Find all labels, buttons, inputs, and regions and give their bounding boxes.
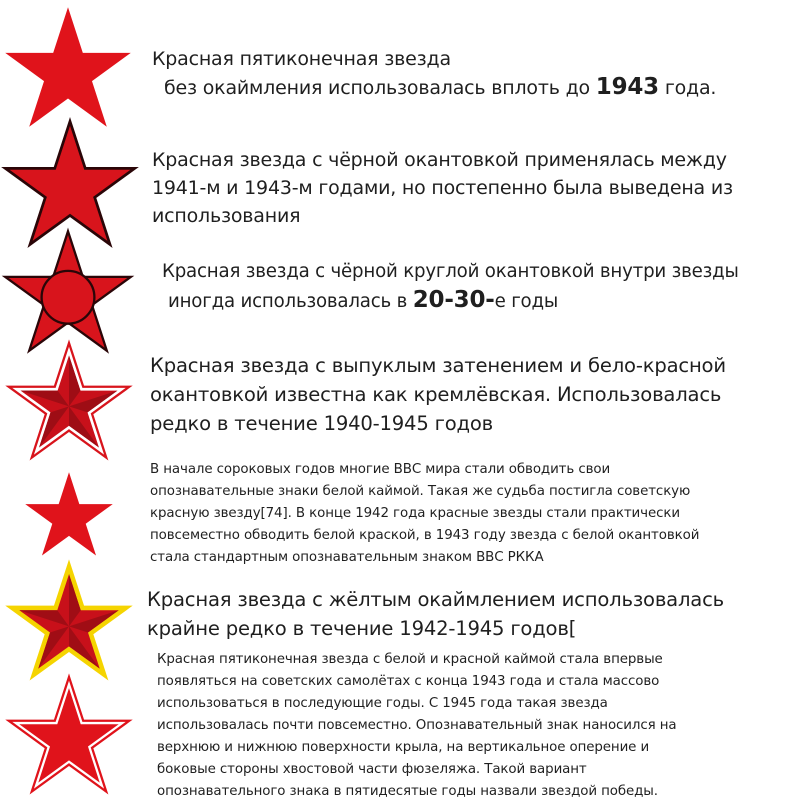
- inner-circle-outline: [42, 271, 95, 324]
- star-shape: [5, 121, 134, 244]
- caption-line: без окаймления использовалась вплоть до 1943 года.: [164, 74, 717, 100]
- small-plain-red-star-icon: [22, 470, 116, 562]
- star-shape: [25, 472, 113, 555]
- white-red-bordered-star-icon: [0, 670, 138, 804]
- year-highlight: 1943: [595, 74, 659, 100]
- caption-plain-star: [152, 45, 716, 102]
- year-highlight: 20-30-: [412, 287, 495, 313]
- caption-line: 1941-м и 1943-м годами, но постепенно была выведена из: [152, 177, 733, 199]
- paragraph-line: использовалась почти повсеместно. Опознавательный знак наносился на: [157, 718, 677, 733]
- paragraph-line: В начале сороковых годов многие ВВС мира стали обводить свои: [150, 462, 611, 477]
- paragraph-line: опознавательные знаки белой каймой. Такая же судьба постигла советскую: [150, 484, 691, 499]
- paragraph-line: появляться на советских самолётах с конца 1943 года и стала массово: [157, 674, 660, 689]
- paragraph-line: опознавательного знака в пятидесятые годы назвали звездой победы.: [157, 784, 658, 799]
- caption-line: Красная звезда с жёлтым окаймлением использовалась: [147, 588, 725, 611]
- caption-kremlin-star: [150, 351, 726, 438]
- paragraph-line: боковые стороны хвостовой части фюзеляжа. Такой вариант: [157, 762, 587, 777]
- paragraph-line: верхнюю и нижнюю поверхности крыла, на вертикальное оперение и: [157, 740, 650, 755]
- caption-line: окантовкой известна как кремлёвская. Использовалась: [150, 383, 722, 406]
- caption-line: крайне редко в течение 1942-1945 годов[: [147, 617, 577, 640]
- caption-line: редко в течение 1940-1945 годов: [150, 412, 493, 435]
- paragraph-line: Красная пятиконечная звезда с белой и красной каймой стала впервые: [157, 652, 663, 667]
- caption-yellow-bordered-star: [147, 585, 724, 643]
- caption-line: Красная пятиконечная звезда: [152, 48, 451, 70]
- paragraph-line: стала стандартным опознавательным знаком ВВС РККА: [150, 550, 544, 565]
- paragraph-white-border-history: [150, 459, 699, 569]
- caption-line: Красная звезда с чёрной круглой окантовкой внутри звезды: [162, 261, 739, 282]
- kremlin-style-shaded-star-icon: [0, 336, 138, 470]
- caption-line: иногда использовалась в 20-30-е годы: [168, 287, 559, 313]
- paragraph-victory-star: [157, 649, 677, 803]
- caption-black-outlined-star: [152, 146, 733, 230]
- caption-line: Красная звезда с выпуклым затенением и бело-красной: [150, 354, 726, 377]
- caption-line: Красная звезда с чёрной окантовкой применялась между: [152, 149, 727, 171]
- paragraph-line: использоваться в последующие годы. С 1945 года такая звезда: [157, 696, 608, 711]
- paragraph-line: красную звезду[74]. В конце 1942 года красные звезды стали практически: [150, 506, 680, 521]
- paragraph-line: повсеместно обводить белой краской, в 1943 году звезда с белой окантовкой: [150, 528, 700, 543]
- caption-line: использования: [152, 205, 301, 227]
- plain-red-star-icon: [0, 4, 136, 136]
- star-shape: [5, 7, 131, 126]
- caption-inner-circle-star: [162, 258, 739, 316]
